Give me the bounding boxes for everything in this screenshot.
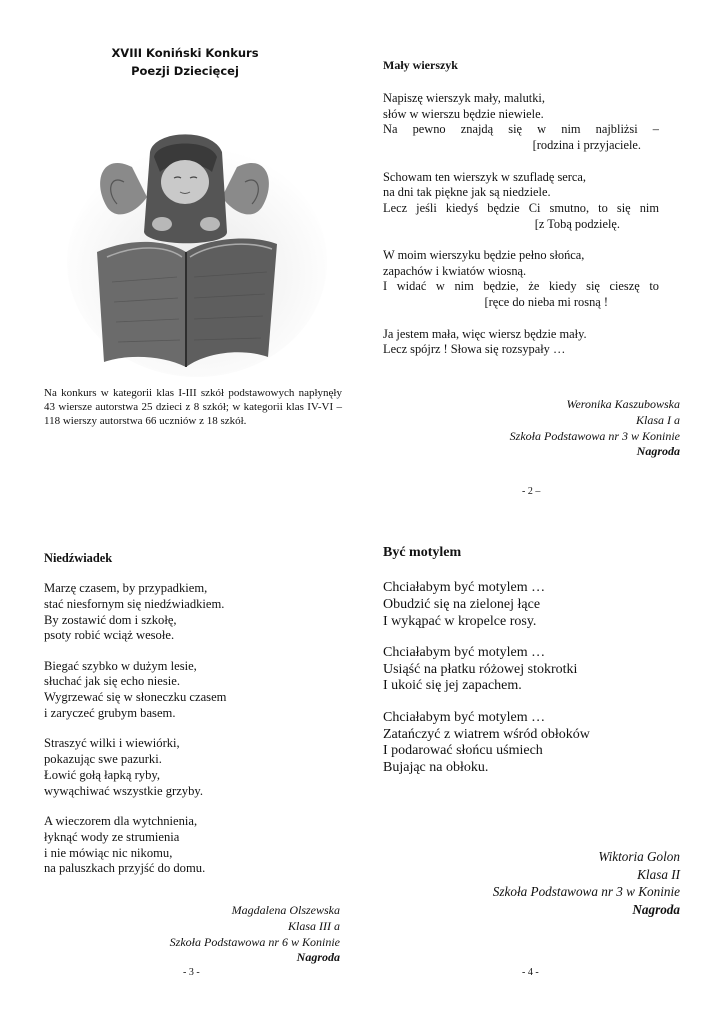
poem-line: Lecz jeśli kiedyś będzie Ci smutno, to się nim [383,200,659,215]
poem-line: I ukoić się jej zapachem. [383,678,522,694]
author-name: Magdalena Olszewska [231,903,340,917]
author-school: Szkoła Podstawowa nr 3 w Koninie [492,884,680,899]
poem-body [383,580,683,777]
poem-line: Zatańczyć z wiatrem wśród obłoków [383,726,590,742]
poem-line: Wygrzewać się w słoneczku czasem [44,690,227,705]
page-number: - 3 - [183,967,200,978]
poem-line: I widać w nim będzie, że kiedy się cieszę to [383,279,659,294]
poem-line: A wieczorem dla wytchnienia, [44,814,198,829]
author-school: Szkoła Podstawowa nr 6 w Koninie [169,934,340,949]
contest-intro: Na konkurs w kategorii klas I-III szkół podstawowych napłynęły 43 wiersze autorstwa 25 dzieci z 8 szkół; w kategorii klas IV-VI – 118 wierszy autorstwa 66 uczniów z 18 szkół. [44,387,342,428]
award-label: Nagroda [296,950,340,965]
author-class: Klasa III a [288,918,340,933]
poem-line: Łowić gołą łapką ryby, [44,767,160,782]
award-label: Nagroda [636,444,680,459]
poem-title: Niedźwiadek [44,551,113,565]
contest-title: XVIII Koniński Konkurs [111,46,259,60]
poem-line: I wykąpać w kropelce rosy. [383,613,537,629]
poem-line: słów w wierszu będzie niewiele. [383,106,544,121]
poem-body [383,91,659,358]
poem-line: stać niesfornym się niedźwiadkiem. [44,596,225,611]
author-name: Weronika Kaszubowska [566,397,680,411]
poem-signature [100,903,340,966]
poem-body [44,581,334,877]
contest-header [95,44,275,80]
poem-line: Schowam ten wierszyk w szufladę serca, [383,169,586,184]
page-number: - 4 - [522,967,539,978]
poem-line: Biegać szybko w dużym lesie, [44,658,197,673]
author-class: Klasa I a [635,412,680,427]
poem-line: Chciałabym być motylem … [383,644,546,660]
poem-line: Usiąść na płatku różowej stokrotki [383,661,578,677]
poem-line: wywąchiwać wszystkie grzyby. [44,783,204,798]
poem-line: I podarować słońcu uśmiech [383,743,543,759]
poem-line: Napiszę wierszyk mały, malutki, [383,91,545,105]
poem-line: Ja jestem mała, więc wiersz będzie mały. [383,326,587,341]
poem-line: łyknąć wody ze strumienia [44,829,180,844]
poem-line: Straszyć wilki i wiewiórki, [44,736,180,751]
poem-line: na paluszkach przyjść do domu. [44,861,206,876]
award-label: Nagroda [632,901,680,917]
poem-title: Mały wierszyk [383,58,458,72]
poem-line: i nie mówiąc nic nikomu, [44,845,173,860]
author-name: Wiktoria Golon [598,849,680,864]
page-number: - 2 – [522,486,541,497]
poem-line: psoty robić wciąż wesołe. [44,628,175,643]
poem-signature [440,397,680,460]
poem-line: słuchać jak się echo niesie. [44,674,181,689]
author-school: Szkoła Podstawowa nr 3 w Koninie [509,428,680,443]
poem-line: i zaryczeć grubym basem. [44,706,176,721]
poem-line: na dni tak piękne jak są niedziele. [383,185,551,200]
poem-line: By zostawić dom i szkołę, [44,612,177,627]
poem-line: zapachów i kwiatów wiosną. [383,263,527,278]
author-class: Klasa II [637,866,680,882]
poem-line: W moim wierszyku będzie pełno słońca, [383,248,585,262]
poem-line: [rodzina i przyjaciele. [532,138,641,153]
poem-line: [z Tobą podzielę. [534,216,620,231]
poem-line: Bujając na obłoku. [383,760,489,776]
poem-line: [ręce do nieba mi rosną ! [484,295,608,310]
contest-subtitle: Poezji Dziecięcej [131,64,239,78]
poem-signature [440,848,680,918]
poem-line: Lecz spójrz ! Słowa się rozsypały … [383,342,566,357]
poem-line: Na pewno znajdą się w nim najbliżsi – [383,122,659,137]
poem-line: Chciałabym być motylem … [383,709,546,725]
poem-line: Chciałabym być motylem … [383,580,546,595]
poem-title: Być motylem [383,545,462,560]
poem-line: Obudzić się na zielonej łące [383,596,541,612]
poem-line: pokazując swe pazurki. [44,752,162,767]
angel-reading-book-icon [62,112,332,382]
poem-line: Marzę czasem, by przypadkiem, [44,581,208,595]
